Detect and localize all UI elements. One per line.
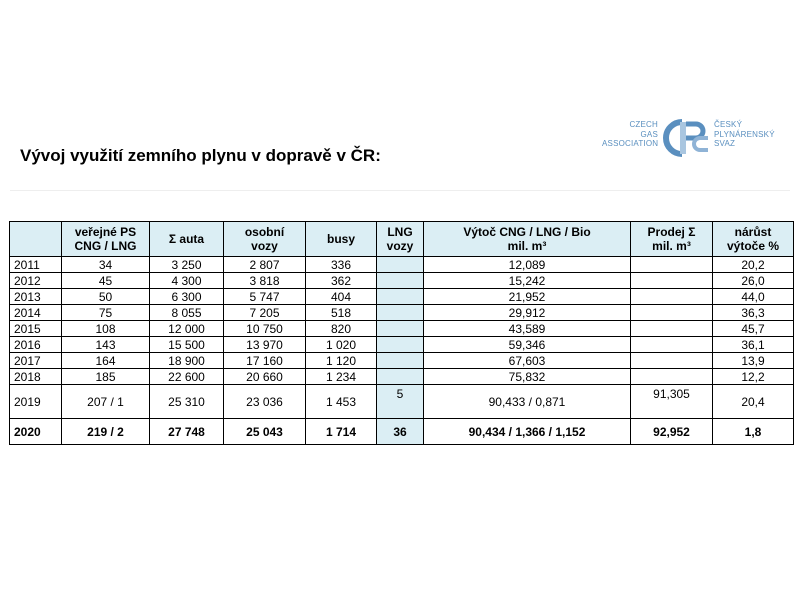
table-cell: 75 <box>62 305 150 321</box>
separator-line <box>10 190 790 191</box>
table-cell: 26,0 <box>713 273 794 289</box>
table-cell: 362 <box>306 273 377 289</box>
table-row <box>10 257 794 273</box>
table-cell: 90,433 / 0,871 <box>424 385 631 419</box>
table-cell: 91,305 <box>631 385 713 419</box>
table-cell: 15 500 <box>150 337 224 353</box>
column-header-6: Výtoč CNG / LNG / Bio mil. m³ <box>424 222 631 257</box>
row-year-cell: 2014 <box>10 305 62 321</box>
table-cell: 92,952 <box>631 419 713 445</box>
table-cell <box>631 337 713 353</box>
table-cell: 1 234 <box>306 369 377 385</box>
logo-text-left: CZECH GAS ASSOCIATION <box>602 120 659 148</box>
table-cell: 25 310 <box>150 385 224 419</box>
column-header-4: busy <box>306 222 377 257</box>
table-cell: 45,7 <box>713 321 794 337</box>
table-cell <box>377 305 424 321</box>
table-cell: 1,8 <box>713 419 794 445</box>
table-cell <box>631 257 713 273</box>
table-cell: 4 300 <box>150 273 224 289</box>
table-cell <box>377 257 424 273</box>
table-cell <box>631 369 713 385</box>
column-header-3: osobní vozy <box>224 222 306 257</box>
table-cell <box>631 353 713 369</box>
table-row <box>10 273 794 289</box>
table-cell: 6 300 <box>150 289 224 305</box>
table-cell: 43,589 <box>424 321 631 337</box>
row-year-cell: 2011 <box>10 257 62 273</box>
table-cell: 27 748 <box>150 419 224 445</box>
table-cell <box>631 273 713 289</box>
table-cell <box>377 289 424 305</box>
table-cell: 185 <box>62 369 150 385</box>
table-cell <box>377 321 424 337</box>
table-cell: 820 <box>306 321 377 337</box>
table-body <box>10 257 794 445</box>
table-cell: 108 <box>62 321 150 337</box>
table-header-row <box>10 222 794 257</box>
logo-text-right: ČESKÝ PLYNÁRENSKÝ SVAZ <box>714 120 775 148</box>
table-cell <box>377 369 424 385</box>
table-cell: 8 055 <box>150 305 224 321</box>
row-year-cell: 2013 <box>10 289 62 305</box>
column-header-7: Prodej Σ mil. m³ <box>631 222 713 257</box>
table-cell: 15,242 <box>424 273 631 289</box>
row-year-cell: 2020 <box>10 419 62 445</box>
table-row <box>10 305 794 321</box>
table-cell: 207 / 1 <box>62 385 150 419</box>
table-cell: 2 807 <box>224 257 306 273</box>
table-cell: 36,1 <box>713 337 794 353</box>
table-cell <box>377 273 424 289</box>
table-cell: 50 <box>62 289 150 305</box>
row-year-cell: 2016 <box>10 337 62 353</box>
column-header-8: nárůst výtoče % <box>713 222 794 257</box>
table-cell: 45 <box>62 273 150 289</box>
table-row <box>10 353 794 369</box>
table-cell: 3 250 <box>150 257 224 273</box>
table-cell: 36 <box>377 419 424 445</box>
table-cell: 404 <box>306 289 377 305</box>
table-cell <box>631 289 713 305</box>
row-year-cell: 2019 <box>10 385 62 419</box>
table-cell: 5 747 <box>224 289 306 305</box>
table-cell: 20 660 <box>224 369 306 385</box>
table-cell: 12,089 <box>424 257 631 273</box>
table-cell: 75,832 <box>424 369 631 385</box>
table-cell: 34 <box>62 257 150 273</box>
table-cell: 1 453 <box>306 385 377 419</box>
table-row <box>10 369 794 385</box>
table-row <box>10 419 794 445</box>
table-cell: 22 600 <box>150 369 224 385</box>
table-cell <box>377 353 424 369</box>
table-row <box>10 385 794 419</box>
table-cell: 20,4 <box>713 385 794 419</box>
row-year-cell: 2012 <box>10 273 62 289</box>
table-cell: 1 714 <box>306 419 377 445</box>
cps-logo <box>602 116 775 176</box>
table-cell: 143 <box>62 337 150 353</box>
table-row <box>10 289 794 305</box>
row-year-cell: 2017 <box>10 353 62 369</box>
column-header-0 <box>10 222 62 257</box>
table-cell: 25 043 <box>224 419 306 445</box>
table-cell: 164 <box>62 353 150 369</box>
table-cell: 20,2 <box>713 257 794 273</box>
table-cell: 13,9 <box>713 353 794 369</box>
table-cell: 44,0 <box>713 289 794 305</box>
table-cell: 17 160 <box>224 353 306 369</box>
table-cell: 219 / 2 <box>62 419 150 445</box>
table-row <box>10 321 794 337</box>
table-cell: 5 <box>377 385 424 419</box>
column-header-5: LNG vozy <box>377 222 424 257</box>
cps-logo-icon <box>660 116 712 160</box>
column-header-1: veřejné PS CNG / LNG <box>62 222 150 257</box>
table-cell: 90,434 / 1,366 / 1,152 <box>424 419 631 445</box>
table-cell: 3 818 <box>224 273 306 289</box>
table-cell: 59,346 <box>424 337 631 353</box>
table-cell: 21,952 <box>424 289 631 305</box>
table-cell <box>631 321 713 337</box>
table-cell: 18 900 <box>150 353 224 369</box>
table-cell: 13 970 <box>224 337 306 353</box>
table-cell: 12 000 <box>150 321 224 337</box>
page-title: Vývoj využití zemního plynu v dopravě v ČR: <box>20 146 381 165</box>
table-cell: 7 205 <box>224 305 306 321</box>
table-cell: 518 <box>306 305 377 321</box>
table-cell: 1 020 <box>306 337 377 353</box>
row-year-cell: 2015 <box>10 321 62 337</box>
table-cell: 23 036 <box>224 385 306 419</box>
table-cell <box>631 305 713 321</box>
table-cell: 10 750 <box>224 321 306 337</box>
table-cell: 336 <box>306 257 377 273</box>
table-cell <box>377 337 424 353</box>
row-year-cell: 2018 <box>10 369 62 385</box>
table-cell: 67,603 <box>424 353 631 369</box>
cng-statistics-table <box>9 221 794 445</box>
table-row <box>10 337 794 353</box>
column-header-2: Σ auta <box>150 222 224 257</box>
table-cell: 1 120 <box>306 353 377 369</box>
table-cell: 12,2 <box>713 369 794 385</box>
table-cell: 29,912 <box>424 305 631 321</box>
table-cell: 36,3 <box>713 305 794 321</box>
